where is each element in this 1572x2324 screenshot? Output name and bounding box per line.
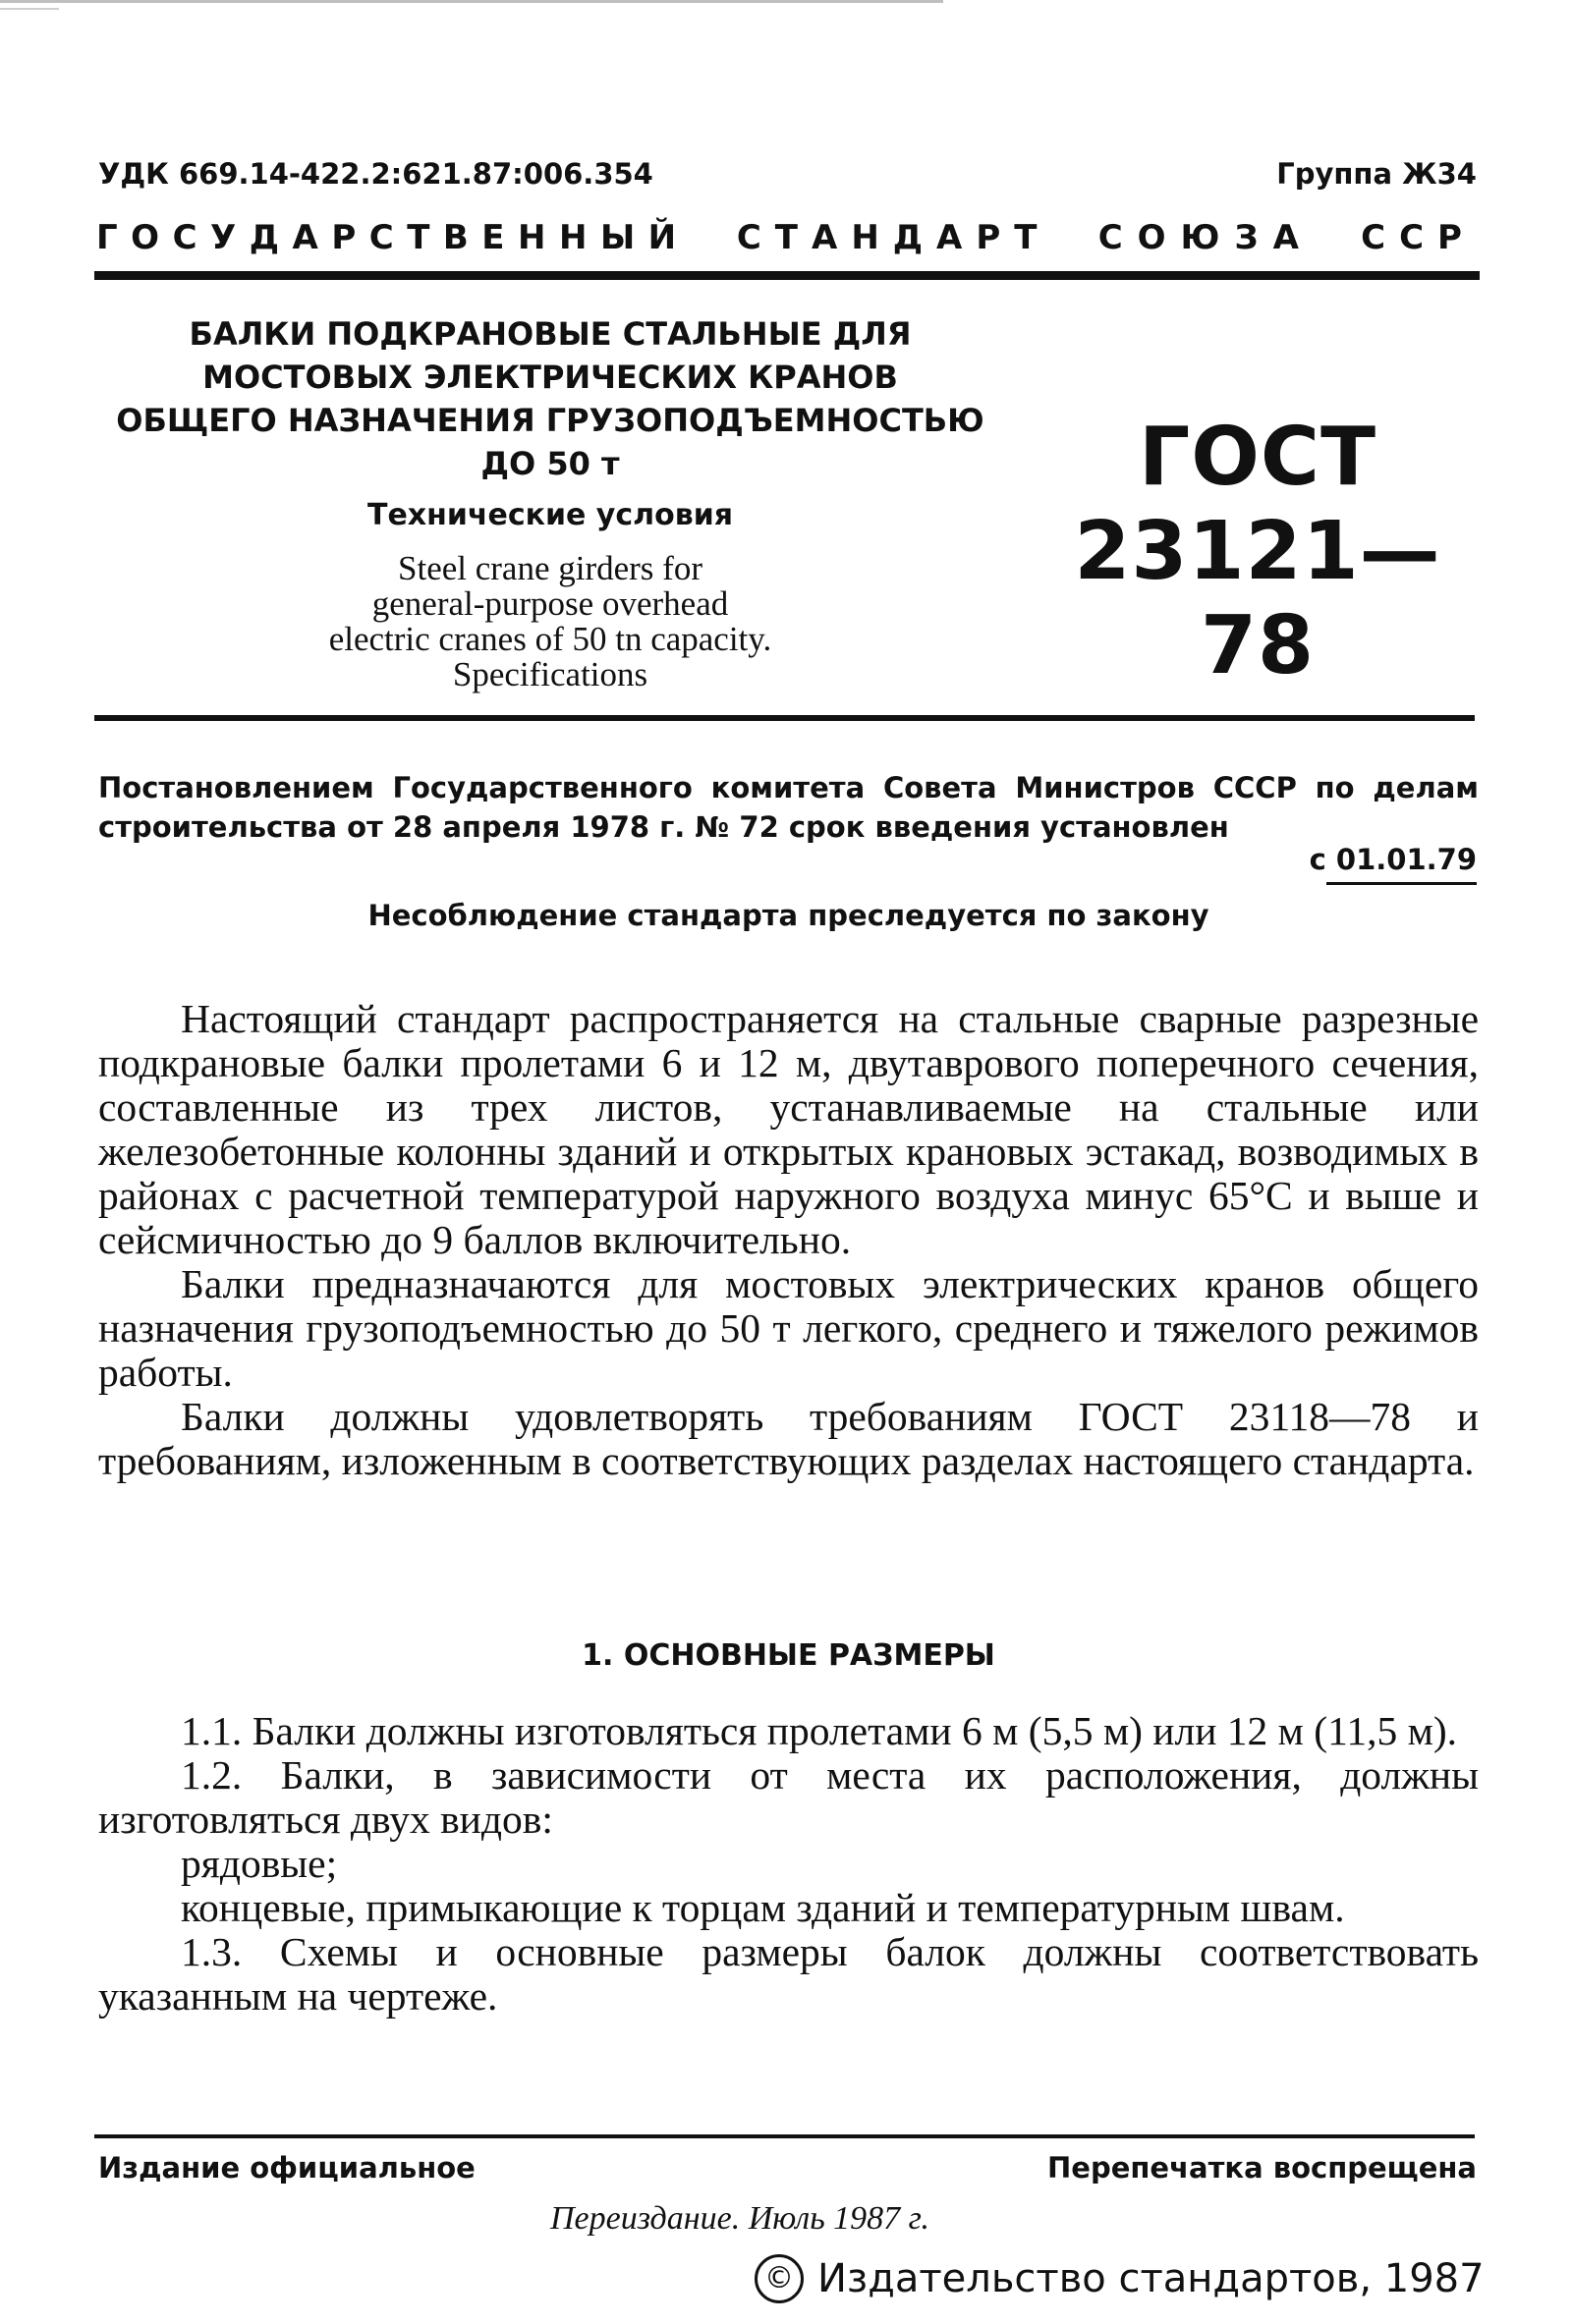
publisher-name: Издательство стандартов, 1987 bbox=[817, 2256, 1485, 2301]
paragraph: рядовые; bbox=[181, 1841, 338, 1886]
state-standard-banner bbox=[96, 218, 1476, 257]
udk-code: УДК 669.14-422.2:621.87:006.354 bbox=[98, 157, 653, 191]
title-line: ДО 50 т bbox=[480, 445, 620, 482]
english-title bbox=[98, 551, 1002, 692]
english-title-line: Steel crane girders for bbox=[398, 549, 702, 587]
decree-text: Постановлением Государственного комитета Совета Министров СССР по делам строительства от 28 апреля 1978 г. № 72 срок введения установлен bbox=[98, 771, 1479, 844]
reprint-note: Перепечатка воспрещена bbox=[1047, 2151, 1477, 2185]
copyright-icon: © bbox=[755, 2254, 804, 2303]
footer-rule bbox=[94, 2134, 1475, 2138]
header-rule bbox=[94, 271, 1480, 280]
title-line: МОСТОВЫХ ЭЛЕКТРИЧЕСКИХ КРАНОВ bbox=[202, 359, 898, 396]
gost-designation bbox=[1041, 411, 1474, 693]
legal-notice: Несоблюдение стандарта преследуется по закону bbox=[367, 899, 1209, 932]
publisher-line bbox=[755, 2254, 1485, 2303]
paragraph: концевые, примыкающие к торцам зданий и температурным швам. bbox=[181, 1885, 1345, 1930]
scan-edge-line bbox=[0, 0, 943, 3]
banner-word: ССР bbox=[1361, 218, 1476, 257]
paragraph: 1.3. Схемы и основные размеры балок должны соответствовать указанным на чертеже. bbox=[98, 1929, 1479, 2019]
section-heading: 1. ОСНОВНЫЕ РАЗМЕРЫ bbox=[582, 1638, 995, 1673]
document-title bbox=[98, 312, 1002, 485]
banner-word: ГОСУДАРСТВЕННЫЙ bbox=[96, 218, 690, 257]
section-1-text bbox=[98, 1709, 1479, 2019]
english-title-line: electric cranes of 50 tn capacity. bbox=[328, 620, 772, 658]
paragraph: Настоящий стандарт распространяется на стальные сварные разрезные подкрановые балки пролетами 6 и 12 м, двутаврового поперечного сечения, составленные из трех листов, устанавливаемые на стальные или железобетонные колонны зданий и открытых крановых эстакад, возводимых в районах с расчетной температурой наружного воздуха минус 65°С и выше и сейсмичностью до 9 баллов включительно. bbox=[98, 996, 1479, 1262]
reissue-note: Переиздание. Июль 1987 г. bbox=[550, 2200, 930, 2237]
paragraph: Балки должны удовлетворять требованиям ГОСТ 23118—78 и требованиям, изложенным в соответствующих разделах настоящего стандарта. bbox=[98, 1394, 1479, 1483]
title-line: БАЛКИ ПОДКРАНОВЫЕ СТАЛЬНЫЕ ДЛЯ bbox=[189, 315, 912, 353]
paragraph: Балки предназначаются для мостовых электрических кранов общего назначения грузоподъемностью до 50 т легкого, среднего и тяжелого режимов работы. bbox=[98, 1261, 1479, 1395]
scan-edge-line bbox=[0, 8, 59, 10]
edition-note: Издание официальное bbox=[98, 2151, 476, 2185]
title-rule bbox=[94, 715, 1475, 721]
english-title-line: general-purpose overhead bbox=[371, 584, 729, 623]
document-subtitle: Технические условия bbox=[367, 498, 733, 532]
english-title-line: Specifications bbox=[452, 655, 648, 693]
paragraph: 1.1. Балки должны изготовляться пролетами 6 м (5,5 м) или 12 м (11,5 м). bbox=[181, 1708, 1458, 1753]
group-code: Группа Ж34 bbox=[1276, 157, 1477, 191]
paragraph: 1.2. Балки, в зависимости от места их расположения, должны изготовляться двух видов: bbox=[98, 1752, 1479, 1842]
title-line: ОБЩЕГО НАЗНАЧЕНИЯ ГРУЗОПОДЪЕМНОСТЬЮ bbox=[116, 402, 984, 439]
intro-text bbox=[98, 997, 1479, 1483]
banner-word: СТАНДАРТ bbox=[736, 218, 1051, 257]
gost-number: 23121—78 bbox=[1074, 505, 1441, 692]
gost-label: ГОСТ bbox=[1138, 411, 1377, 504]
date-underline bbox=[1326, 882, 1477, 885]
banner-word: СОЮЗА bbox=[1097, 218, 1314, 257]
effective-date: с 01.01.79 bbox=[1309, 843, 1477, 876]
